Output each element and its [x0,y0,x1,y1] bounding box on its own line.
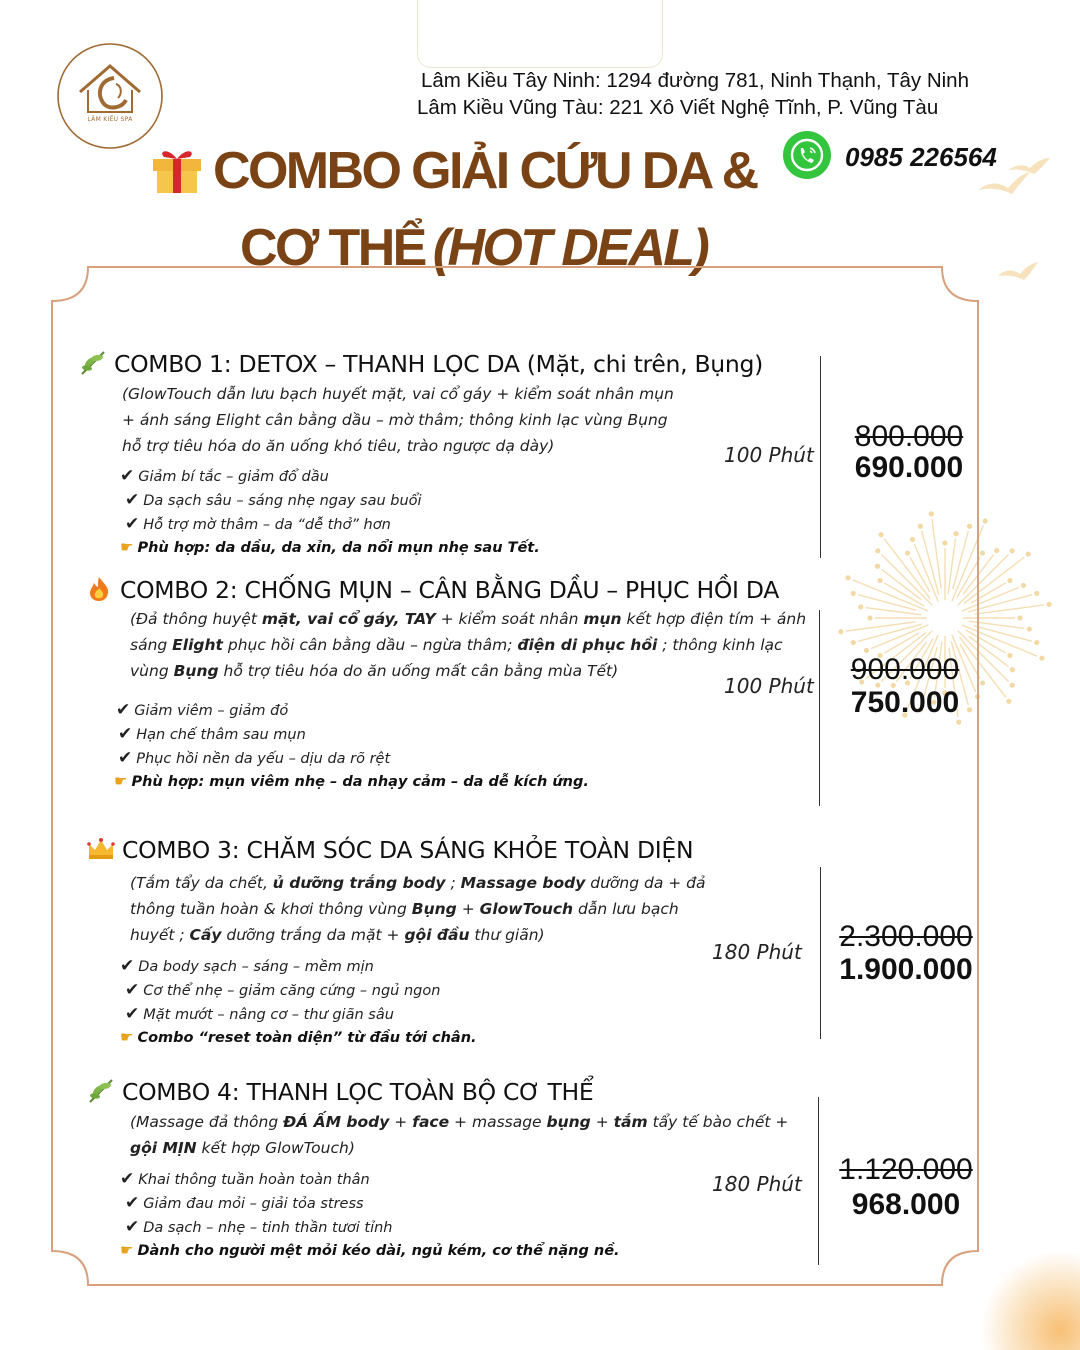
combo-2-duration: 100 Phút [724,674,814,698]
phone-number[interactable]: 0985 226564 [845,142,997,172]
combo-4-old-price: 1.120.000 [839,1153,973,1186]
pointing-hand-icon: ☛ [114,772,128,790]
combo-4-title [86,1078,593,1106]
combo-3-feature: ✔ Cơ thể nhẹ – giảm căng cứng – ngủ ngon [125,980,441,1000]
gift-icon [150,143,204,195]
combo-2-old-price: 900.000 [850,653,960,686]
combo-1-feature: ✔ Hỗ trợ mờ thâm – da “dễ thở” hơn [125,514,391,534]
combo-4-feature: ✔ Da sạch – nhẹ – tinh thần tươi tỉnh [125,1217,393,1237]
corner-glow [980,1250,1080,1350]
combo-3-desc-line: (Tắm tẩy da chết, ủ dưỡng trắng body ; Massage body dưỡng da + đả [130,874,706,892]
combo-2-title [84,576,779,604]
combo-2-desc [130,606,806,684]
combo-2-feature: ✔ Phục hồi nền da yếu – dịu da rõ rệt [118,748,391,768]
page-title-line2-text: CƠ THỂ [240,219,425,277]
combo-3-desc-line: huyết ; Cấy dưỡng trắng da mặt + gội đầu thư giãn) [130,926,545,944]
combo-2-desc-line: sáng Elight phục hồi cân bằng dầu – ngừa thâm; điện di phục hồi ; thông kinh lạc [130,636,783,654]
combo-4-new-price: 968.000 [851,1188,961,1221]
combo-1-desc-line: + ánh sáng Elight cân bằng dầu – mờ thâm; thông kinh lạc vùng Bụng [122,411,668,429]
pointing-hand-icon: ☛ [120,1028,134,1046]
combo-1-duration: 100 Phút [724,443,814,467]
combo-2-desc-line: (Đả thông huyệt mặt, vai cổ gáy, TAY + kiểm soát nhân mụn kết hợp điện tím + ánh [130,610,807,628]
combo-3-desc [130,870,706,948]
combo-1-desc [122,381,674,459]
combo-1-old-price: 800.000 [854,420,964,453]
combo-3-title [86,836,693,864]
combo-3-title-text: COMBO 3: CHĂM SÓC DA SÁNG KHỎE TOÀN DIỆN [122,836,694,864]
fire-icon [84,576,114,602]
address-vung-tau: Lâm Kiều Vũng Tàu: 221 Xô Viết Nghệ Tĩnh, P. Vũng Tàu [417,96,939,119]
logo-text: LÂM KIỀU SPA [87,116,133,123]
combo-1-desc-line: hỗ trợ tiêu hóa do ăn uống khó tiêu, trào ngược dạ dày) [122,437,555,455]
page-title-line1: COMBO GIẢI CỨU DA & [213,142,757,200]
divider-line [818,1097,819,1265]
combo-4-title-text: COMBO 4: THANH LỌC TOÀN BỘ CƠ THỂ [122,1078,594,1106]
combo-3-feature: ✔ Da body sạch – sáng – mềm mịn [120,956,374,976]
hot-deal-label: (HOT DEAL) [432,219,708,277]
combo-3-duration: 180 Phút [712,940,802,964]
combo-4-duration: 180 Phút [712,1172,802,1196]
phone-icon[interactable] [782,130,832,180]
combo-3-feature: ✔ Mặt mướt – nâng cơ – thư giãn sâu [125,1004,394,1024]
pointing-hand-icon: ☛ [120,1241,134,1259]
combo-2-feature: ✔ Hạn chế thâm sau mụn [118,724,306,744]
top-card [417,0,663,68]
combo-4-desc [130,1109,788,1161]
combo-3-fit: ☛ Combo “reset toàn diện” từ đầu tới chân. [120,1028,477,1046]
combo-1-title [78,350,763,378]
spa-logo [56,42,164,150]
combo-1-desc-line: (GlowTouch dẫn lưu bạch huyết mặt, vai cổ gáy + kiểm soát nhân mụn [122,385,674,403]
combo-1-new-price: 690.000 [854,451,964,484]
combo-4-fit: ☛ Dành cho người mệt mỏi kéo dài, ngủ kém, cơ thể nặng nề. [120,1241,620,1259]
address-tay-ninh: Lâm Kiều Tây Ninh: 1294 đường 781, Ninh Thạnh, Tây Ninh [421,69,969,92]
herb-icon [78,350,108,376]
combo-1-feature: ✔ Da sạch sâu – sáng nhẹ ngay sau buổi [125,490,422,510]
combo-2-fit: ☛ Phù hợp: mụn viêm nhẹ – da nhạy cảm – da dễ kích ứng. [114,772,589,790]
combo-3-old-price: 2.300.000 [839,920,973,953]
combo-3-desc-line: thông tuần hoàn & khơi thông vùng Bụng + GlowTouch dẫn lưu bạch [130,900,679,918]
combo-1-title-text: COMBO 1: DETOX – THANH LỌC DA (Mặt, chi trên, Bụng) [114,350,763,378]
pointing-hand-icon: ☛ [120,538,134,556]
divider-line [819,610,820,806]
combo-4-feature: ✔ Khai thông tuần hoàn toàn thân [120,1169,370,1189]
crown-icon [86,836,116,862]
combo-2-feature: ✔ Giảm viêm – giảm đỏ [116,700,289,720]
herb-icon [86,1078,116,1104]
combo-1-fit: ☛ Phù hợp: da dầu, da xỉn, da nổi mụn nhẹ sau Tết. [120,538,540,556]
combo-3-new-price: 1.900.000 [839,953,973,986]
combo-4-desc-line: gội MỊN kết hợp GlowTouch) [130,1139,355,1157]
divider-line [820,356,821,558]
combo-2-new-price: 750.000 [850,686,960,719]
combo-1-feature: ✔ Giảm bí tắc – giảm đổ dầu [120,466,329,486]
divider-line [820,867,821,1039]
combo-4-feature: ✔ Giảm đau mỏi – giải tỏa stress [125,1193,364,1213]
combo-4-desc-line: (Massage đả thông ĐÁ ẤM body + face + massage bụng + tắm tẩy tế bào chết + [130,1113,789,1131]
combo-2-desc-line: vùng Bụng hỗ trợ tiêu hóa do ăn uống mất cân bằng mùa Tết) [130,662,619,680]
birds-decoration [968,150,1058,300]
combo-2-title-text: COMBO 2: CHỐNG MỤN – CÂN BẰNG DẦU – PHỤC HỒI DA [120,576,779,604]
